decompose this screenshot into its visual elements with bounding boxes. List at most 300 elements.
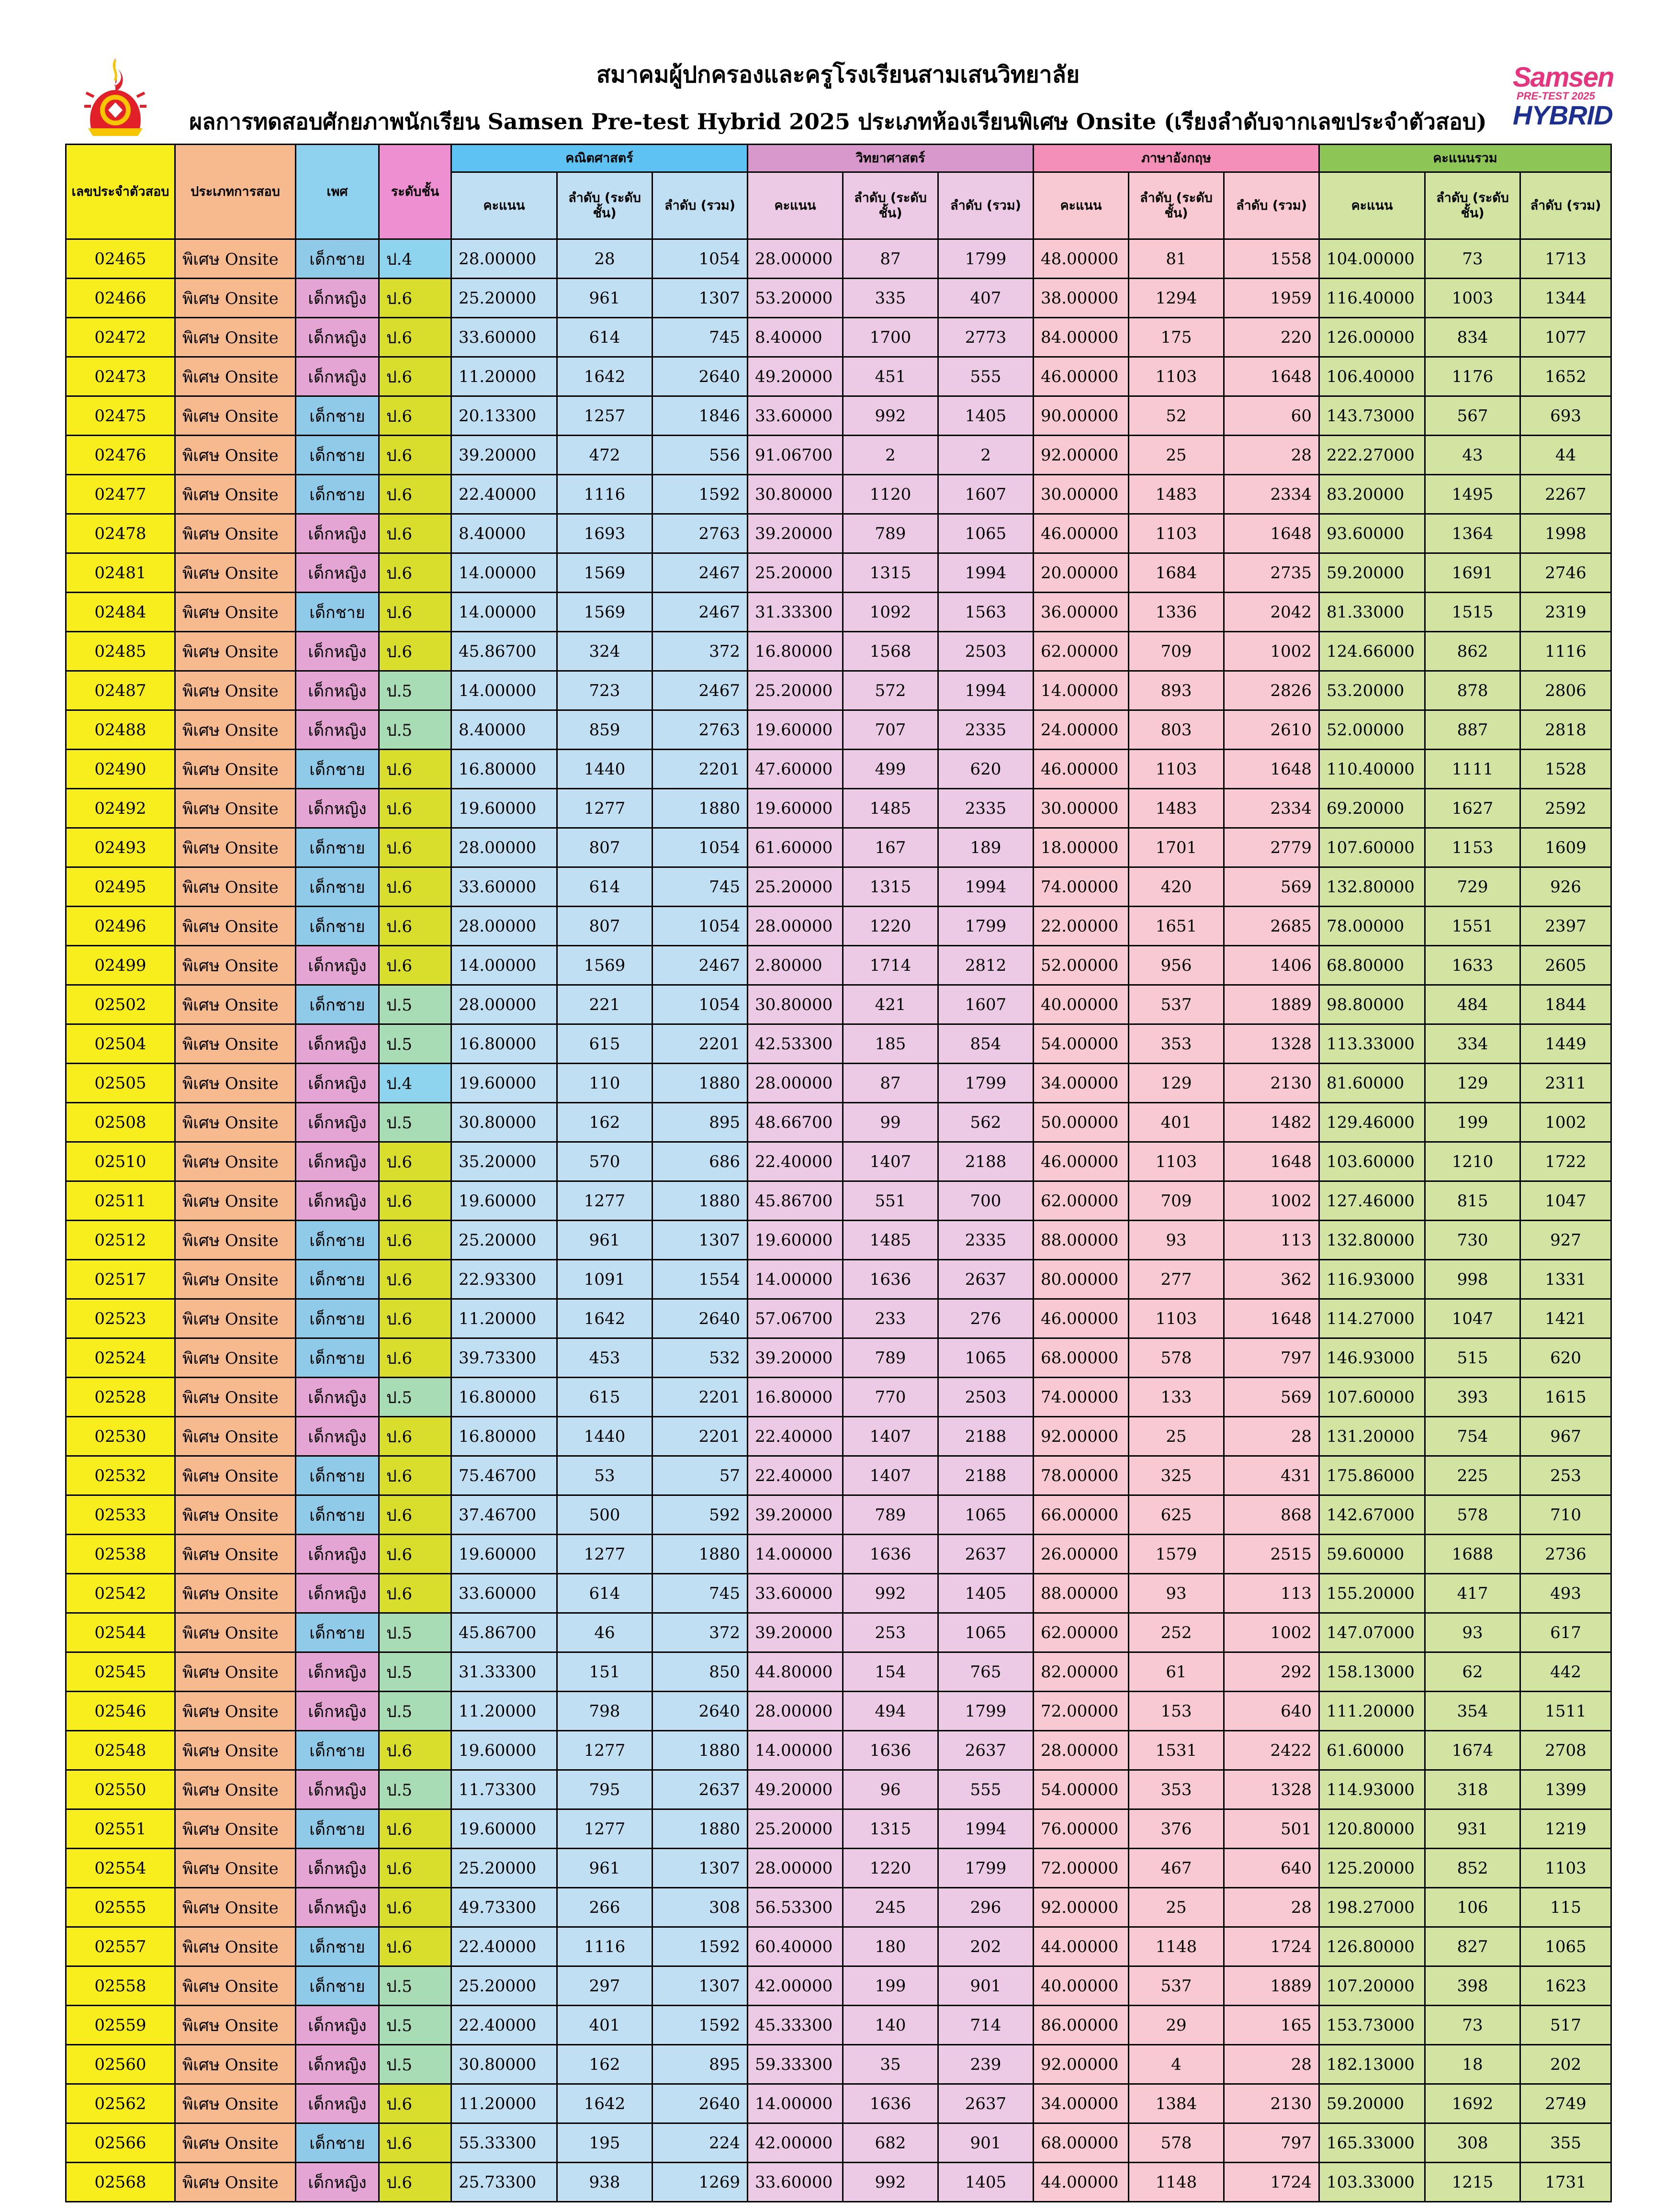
cell-total-score: 126.80000 <box>1319 1927 1425 1966</box>
cell-science-rank-all: 2335 <box>938 1221 1034 1260</box>
cell-total-score: 147.07000 <box>1319 1613 1425 1652</box>
cell-total-rank-all: 355 <box>1520 2123 1611 2163</box>
cell-exam-id: 02465 <box>66 239 175 279</box>
cell-total-rank-level: 93 <box>1425 1613 1520 1652</box>
cell-english-rank-level: 376 <box>1129 1809 1224 1849</box>
cell-math-rank-level: 1091 <box>557 1260 652 1299</box>
cell-english-rank-level: 1684 <box>1129 553 1224 593</box>
cell-total-rank-all: 710 <box>1520 1495 1611 1535</box>
cell-english-score: 92.00000 <box>1034 1417 1129 1456</box>
cell-science-rank-all: 714 <box>938 2006 1034 2045</box>
cell-math-rank-all: 2467 <box>652 553 748 593</box>
cell-english-score: 74.00000 <box>1034 1378 1129 1417</box>
cell-science-score: 39.20000 <box>748 1338 843 1378</box>
header-english: ภาษาอังกฤษ <box>1034 145 1319 172</box>
cell-english-rank-level: 803 <box>1129 710 1224 750</box>
cell-total-rank-level: 1688 <box>1425 1535 1520 1574</box>
cell-total-rank-level: 106 <box>1425 1888 1520 1927</box>
cell-science-score: 25.20000 <box>748 553 843 593</box>
cell-math-score: 25.20000 <box>451 279 557 318</box>
cell-exam-type: พิเศษ Onsite <box>175 907 296 946</box>
cell-exam-type: พิเศษ Onsite <box>175 1888 296 1927</box>
cell-gender: เด็กชาย <box>296 1809 379 1849</box>
cell-math-rank-all: 1269 <box>652 2163 748 2202</box>
cell-science-rank-all: 2773 <box>938 318 1034 357</box>
cell-exam-type: พิเศษ Onsite <box>175 671 296 710</box>
cell-math-score: 25.20000 <box>451 1966 557 2006</box>
cell-math-score: 11.20000 <box>451 2084 557 2123</box>
cell-english-score: 34.00000 <box>1034 1064 1129 1103</box>
cell-science-score: 25.20000 <box>748 671 843 710</box>
cell-science-rank-level: 87 <box>843 239 938 279</box>
cell-math-rank-level: 614 <box>557 867 652 907</box>
cell-exam-id: 02551 <box>66 1809 175 1849</box>
cell-gender: เด็กหญิง <box>296 710 379 750</box>
cell-exam-type: พิเศษ Onsite <box>175 1927 296 1966</box>
cell-science-score: 30.80000 <box>748 985 843 1024</box>
cell-english-score: 48.00000 <box>1034 239 1129 279</box>
cell-total-rank-level: 887 <box>1425 710 1520 750</box>
cell-gender: เด็กหญิง <box>296 1417 379 1456</box>
table-row <box>66 946 1611 985</box>
cell-english-score: 74.00000 <box>1034 867 1129 907</box>
cell-total-rank-all: 1047 <box>1520 1181 1611 1221</box>
cell-math-rank-level: 266 <box>557 1888 652 1927</box>
cell-english-rank-all: 1724 <box>1224 2163 1319 2202</box>
logo-line-1: Samsen <box>1513 62 1614 93</box>
table-row <box>66 2006 1611 2045</box>
cell-math-score: 49.73300 <box>451 1888 557 1927</box>
cell-total-rank-level: 815 <box>1425 1181 1520 1221</box>
cell-science-rank-all: 2637 <box>938 2084 1034 2123</box>
cell-total-score: 222.27000 <box>1319 436 1425 475</box>
cell-gender: เด็กหญิง <box>296 1024 379 1064</box>
cell-science-score: 33.60000 <box>748 2163 843 2202</box>
cell-total-score: 52.00000 <box>1319 710 1425 750</box>
cell-science-rank-all: 1607 <box>938 475 1034 514</box>
cell-total-rank-level: 729 <box>1425 867 1520 907</box>
cell-math-rank-level: 324 <box>557 632 652 671</box>
cell-total-rank-all: 1713 <box>1520 239 1611 279</box>
cell-level: ป.6 <box>379 1888 451 1927</box>
cell-science-rank-all: 2188 <box>938 1456 1034 1495</box>
cell-science-rank-level: 572 <box>843 671 938 710</box>
cell-total-score: 146.93000 <box>1319 1338 1425 1378</box>
cell-total-rank-all: 1722 <box>1520 1142 1611 1181</box>
cell-exam-type: พิเศษ Onsite <box>175 2123 296 2163</box>
cell-exam-type: พิเศษ Onsite <box>175 475 296 514</box>
cell-science-rank-level: 1315 <box>843 1809 938 1849</box>
cell-math-score: 39.20000 <box>451 436 557 475</box>
cell-gender: เด็กหญิง <box>296 671 379 710</box>
cell-math-score: 45.86700 <box>451 632 557 671</box>
cell-math-rank-all: 686 <box>652 1142 748 1181</box>
cell-english-rank-level: 537 <box>1129 1966 1224 2006</box>
cell-english-score: 22.00000 <box>1034 907 1129 946</box>
cell-total-score: 116.40000 <box>1319 279 1425 318</box>
cell-level: ป.5 <box>379 1692 451 1731</box>
cell-math-rank-all: 592 <box>652 1495 748 1535</box>
table-row <box>66 710 1611 750</box>
cell-english-rank-level: 277 <box>1129 1260 1224 1299</box>
cell-total-rank-all: 1528 <box>1520 750 1611 789</box>
cell-english-rank-level: 709 <box>1129 1181 1224 1221</box>
cell-level: ป.5 <box>379 1652 451 1692</box>
cell-english-score: 38.00000 <box>1034 279 1129 318</box>
cell-english-rank-all: 2779 <box>1224 828 1319 867</box>
cell-english-rank-all: 28 <box>1224 1888 1319 1927</box>
cell-english-rank-level: 420 <box>1129 867 1224 907</box>
cell-science-rank-all: 1799 <box>938 239 1034 279</box>
cell-english-score: 34.00000 <box>1034 2084 1129 2123</box>
cell-english-rank-all: 1724 <box>1224 1927 1319 1966</box>
cell-total-score: 103.33000 <box>1319 2163 1425 2202</box>
cell-total-rank-level: 1692 <box>1425 2084 1520 2123</box>
cell-english-score: 18.00000 <box>1034 828 1129 867</box>
cell-exam-type: พิเศษ Onsite <box>175 946 296 985</box>
cell-science-score: 33.60000 <box>748 1574 843 1613</box>
cell-english-rank-all: 2042 <box>1224 593 1319 632</box>
cell-science-rank-all: 2637 <box>938 1731 1034 1770</box>
cell-english-rank-level: 578 <box>1129 1338 1224 1378</box>
cell-science-rank-level: 2 <box>843 436 938 475</box>
cell-math-rank-level: 807 <box>557 828 652 867</box>
cell-math-rank-level: 401 <box>557 2006 652 2045</box>
cell-math-score: 19.60000 <box>451 1809 557 1849</box>
cell-exam-type: พิเศษ Onsite <box>175 1260 296 1299</box>
cell-gender: เด็กหญิง <box>296 1888 379 1927</box>
cell-total-rank-all: 1615 <box>1520 1378 1611 1417</box>
cell-exam-type: พิเศษ Onsite <box>175 1535 296 1574</box>
cell-total-score: 111.20000 <box>1319 1692 1425 1731</box>
cell-total-rank-all: 1421 <box>1520 1299 1611 1338</box>
results-table <box>65 144 1612 2202</box>
cell-science-rank-all: 276 <box>938 1299 1034 1338</box>
cell-english-rank-all: 113 <box>1224 1574 1319 1613</box>
cell-science-rank-all: 407 <box>938 279 1034 318</box>
cell-exam-type: พิเศษ Onsite <box>175 396 296 436</box>
cell-science-rank-level: 1315 <box>843 867 938 907</box>
cell-total-rank-all: 2736 <box>1520 1535 1611 1574</box>
cell-science-score: 60.40000 <box>748 1927 843 1966</box>
cell-exam-id: 02559 <box>66 2006 175 2045</box>
header-english-rank-all: ลำดับ (รวม) <box>1224 172 1319 239</box>
cell-total-rank-all: 1103 <box>1520 1849 1611 1888</box>
cell-level: ป.6 <box>379 1574 451 1613</box>
cell-exam-id: 02528 <box>66 1378 175 1417</box>
cell-total-rank-all: 2267 <box>1520 475 1611 514</box>
cell-science-rank-level: 180 <box>843 1927 938 1966</box>
cell-total-rank-all: 517 <box>1520 2006 1611 2045</box>
cell-english-score: 62.00000 <box>1034 632 1129 671</box>
cell-level: ป.6 <box>379 1417 451 1456</box>
cell-total-rank-all: 967 <box>1520 1417 1611 1456</box>
cell-math-rank-level: 615 <box>557 1378 652 1417</box>
cell-total-rank-all: 1998 <box>1520 514 1611 553</box>
cell-english-rank-level: 1103 <box>1129 514 1224 553</box>
cell-math-score: 30.80000 <box>451 1103 557 1142</box>
cell-math-score: 8.40000 <box>451 710 557 750</box>
cell-english-rank-all: 640 <box>1224 1849 1319 1888</box>
table-row <box>66 828 1611 867</box>
cell-english-score: 50.00000 <box>1034 1103 1129 1142</box>
cell-exam-id: 02499 <box>66 946 175 985</box>
cell-science-rank-all: 854 <box>938 1024 1034 1064</box>
cell-level: ป.5 <box>379 2045 451 2084</box>
cell-science-rank-level: 499 <box>843 750 938 789</box>
cell-gender: เด็กหญิง <box>296 514 379 553</box>
cell-english-score: 46.00000 <box>1034 1299 1129 1338</box>
cell-english-rank-level: 29 <box>1129 2006 1224 2045</box>
cell-total-score: 142.67000 <box>1319 1495 1425 1535</box>
cell-total-rank-level: 1551 <box>1425 907 1520 946</box>
cell-exam-id: 02485 <box>66 632 175 671</box>
cell-gender: เด็กหญิง <box>296 1692 379 1731</box>
cell-total-score: 61.60000 <box>1319 1731 1425 1770</box>
cell-science-rank-level: 1636 <box>843 1535 938 1574</box>
cell-english-rank-all: 1648 <box>1224 357 1319 396</box>
cell-math-score: 39.73300 <box>451 1338 557 1378</box>
cell-math-rank-level: 570 <box>557 1142 652 1181</box>
cell-math-rank-level: 110 <box>557 1064 652 1103</box>
cell-level: ป.6 <box>379 1495 451 1535</box>
cell-total-score: 93.60000 <box>1319 514 1425 553</box>
cell-gender: เด็กชาย <box>296 907 379 946</box>
cell-english-rank-all: 1002 <box>1224 1181 1319 1221</box>
cell-math-rank-level: 162 <box>557 2045 652 2084</box>
cell-math-rank-level: 453 <box>557 1338 652 1378</box>
cell-english-rank-level: 1103 <box>1129 750 1224 789</box>
table-row <box>66 671 1611 710</box>
cell-total-score: 81.60000 <box>1319 1064 1425 1103</box>
cell-total-rank-level: 1047 <box>1425 1299 1520 1338</box>
cell-english-rank-level: 353 <box>1129 1024 1224 1064</box>
cell-exam-id: 02558 <box>66 1966 175 2006</box>
cell-total-rank-level: 1210 <box>1425 1142 1520 1181</box>
cell-total-rank-level: 1633 <box>1425 946 1520 985</box>
cell-science-rank-all: 555 <box>938 357 1034 396</box>
cell-math-rank-level: 1569 <box>557 946 652 985</box>
cell-exam-id: 02473 <box>66 357 175 396</box>
table-row <box>66 2163 1611 2202</box>
cell-total-score: 131.20000 <box>1319 1417 1425 1456</box>
cell-level: ป.6 <box>379 475 451 514</box>
cell-total-rank-level: 354 <box>1425 1692 1520 1731</box>
cell-total-rank-all: 115 <box>1520 1888 1611 1927</box>
cell-science-rank-level: 992 <box>843 2163 938 2202</box>
cell-english-rank-all: 1648 <box>1224 1299 1319 1338</box>
cell-science-rank-level: 1700 <box>843 318 938 357</box>
cell-gender: เด็กชาย <box>296 1495 379 1535</box>
cell-gender: เด็กหญิง <box>296 789 379 828</box>
cell-math-rank-all: 1592 <box>652 1927 748 1966</box>
cell-math-rank-all: 1054 <box>652 907 748 946</box>
cell-science-rank-all: 1994 <box>938 553 1034 593</box>
cell-math-rank-level: 1569 <box>557 553 652 593</box>
cell-exam-id: 02495 <box>66 867 175 907</box>
table-row <box>66 436 1611 475</box>
cell-math-rank-all: 1880 <box>652 1064 748 1103</box>
cell-total-rank-all: 1065 <box>1520 1927 1611 1966</box>
cell-total-rank-level: 225 <box>1425 1456 1520 1495</box>
cell-science-score: 42.53300 <box>748 1024 843 1064</box>
cell-exam-id: 02476 <box>66 436 175 475</box>
cell-total-rank-all: 2397 <box>1520 907 1611 946</box>
cell-math-rank-all: 2640 <box>652 357 748 396</box>
table-row <box>66 1299 1611 1338</box>
cell-math-rank-level: 46 <box>557 1613 652 1652</box>
cell-level: ป.6 <box>379 828 451 867</box>
cell-gender: เด็กหญิง <box>296 279 379 318</box>
cell-english-rank-level: 1294 <box>1129 279 1224 318</box>
cell-exam-id: 02504 <box>66 1024 175 1064</box>
table-row <box>66 1535 1611 1574</box>
cell-exam-type: พิเศษ Onsite <box>175 985 296 1024</box>
samsen-hybrid-logo <box>1513 61 1614 133</box>
cell-total-rank-all: 693 <box>1520 396 1611 436</box>
cell-science-rank-level: 233 <box>843 1299 938 1338</box>
cell-english-rank-level: 625 <box>1129 1495 1224 1535</box>
header-science: วิทยาศาสตร์ <box>748 145 1034 172</box>
cell-science-rank-level: 421 <box>843 985 938 1024</box>
cell-science-rank-all: 2188 <box>938 1142 1034 1181</box>
table-row <box>66 1652 1611 1692</box>
cell-english-rank-all: 640 <box>1224 1692 1319 1731</box>
cell-math-rank-all: 2201 <box>652 1024 748 1064</box>
cell-math-rank-all: 532 <box>652 1338 748 1378</box>
cell-math-score: 16.80000 <box>451 1024 557 1064</box>
cell-math-score: 19.60000 <box>451 1731 557 1770</box>
cell-exam-id: 02542 <box>66 1574 175 1613</box>
cell-level: ป.6 <box>379 1456 451 1495</box>
cell-english-rank-level: 93 <box>1129 1221 1224 1260</box>
cell-english-rank-all: 2334 <box>1224 789 1319 828</box>
header-english-rank-level: ลำดับ (ระดับชั้น) <box>1129 172 1224 239</box>
cell-math-rank-all: 372 <box>652 1613 748 1652</box>
header-total: คะแนนรวม <box>1319 145 1611 172</box>
table-row <box>66 1024 1611 1064</box>
cell-math-rank-level: 1277 <box>557 1181 652 1221</box>
cell-exam-id: 02538 <box>66 1535 175 1574</box>
header-math: คณิตศาสตร์ <box>451 145 748 172</box>
cell-exam-id: 02566 <box>66 2123 175 2163</box>
cell-science-rank-level: 35 <box>843 2045 938 2084</box>
cell-english-rank-all: 292 <box>1224 1652 1319 1692</box>
cell-math-score: 11.20000 <box>451 357 557 396</box>
cell-level: ป.5 <box>379 985 451 1024</box>
cell-english-score: 68.00000 <box>1034 1338 1129 1378</box>
cell-exam-id: 02484 <box>66 593 175 632</box>
cell-exam-id: 02530 <box>66 1417 175 1456</box>
cell-total-rank-level: 515 <box>1425 1338 1520 1378</box>
cell-english-rank-level: 956 <box>1129 946 1224 985</box>
cell-english-score: 92.00000 <box>1034 436 1129 475</box>
table-row <box>66 1221 1611 1260</box>
cell-math-rank-all: 372 <box>652 632 748 671</box>
cell-science-rank-level: 1636 <box>843 1731 938 1770</box>
cell-english-score: 80.00000 <box>1034 1260 1129 1299</box>
page-header <box>0 0 1676 144</box>
cell-level: ป.6 <box>379 1260 451 1299</box>
cell-math-rank-all: 850 <box>652 1652 748 1692</box>
cell-total-rank-level: 1153 <box>1425 828 1520 867</box>
cell-exam-type: พิเศษ Onsite <box>175 436 296 475</box>
cell-total-rank-all: 1623 <box>1520 1966 1611 2006</box>
cell-math-score: 14.00000 <box>451 671 557 710</box>
cell-total-rank-all: 1449 <box>1520 1024 1611 1064</box>
cell-math-score: 14.00000 <box>451 946 557 985</box>
cell-english-rank-all: 1648 <box>1224 514 1319 553</box>
cell-total-score: 120.80000 <box>1319 1809 1425 1849</box>
cell-math-score: 16.80000 <box>451 750 557 789</box>
cell-math-rank-level: 1642 <box>557 2084 652 2123</box>
cell-level: ป.6 <box>379 2163 451 2202</box>
cell-english-score: 84.00000 <box>1034 318 1129 357</box>
cell-math-rank-all: 1592 <box>652 2006 748 2045</box>
table-row <box>66 1770 1611 1809</box>
cell-gender: เด็กหญิง <box>296 2163 379 2202</box>
cell-math-rank-level: 53 <box>557 1456 652 1495</box>
cell-gender: เด็กชาย <box>296 593 379 632</box>
cell-english-rank-all: 28 <box>1224 436 1319 475</box>
cell-math-score: 14.00000 <box>451 593 557 632</box>
cell-science-score: 19.60000 <box>748 1221 843 1260</box>
cell-science-rank-all: 555 <box>938 1770 1034 1809</box>
cell-exam-type: พิเศษ Onsite <box>175 1338 296 1378</box>
cell-exam-id: 02466 <box>66 279 175 318</box>
cell-science-rank-level: 1568 <box>843 632 938 671</box>
cell-level: ป.6 <box>379 946 451 985</box>
table-row <box>66 239 1611 279</box>
cell-total-rank-level: 1111 <box>1425 750 1520 789</box>
cell-science-rank-all: 1799 <box>938 1692 1034 1731</box>
cell-exam-type: พิเศษ Onsite <box>175 1064 296 1103</box>
cell-exam-type: พิเศษ Onsite <box>175 789 296 828</box>
cell-gender: เด็กชาย <box>296 239 379 279</box>
cell-english-rank-all: 1648 <box>1224 1142 1319 1181</box>
cell-level: ป.6 <box>379 1535 451 1574</box>
cell-english-score: 44.00000 <box>1034 1927 1129 1966</box>
cell-gender: เด็กหญิง <box>296 632 379 671</box>
cell-total-score: 59.20000 <box>1319 2084 1425 2123</box>
cell-math-rank-all: 1054 <box>652 828 748 867</box>
cell-science-score: 39.20000 <box>748 1495 843 1535</box>
cell-english-rank-all: 797 <box>1224 2123 1319 2163</box>
cell-science-rank-all: 2503 <box>938 1378 1034 1417</box>
cell-exam-id: 02557 <box>66 1927 175 1966</box>
cell-gender: เด็กชาย <box>296 985 379 1024</box>
cell-total-rank-level: 1364 <box>1425 514 1520 553</box>
cell-exam-id: 02511 <box>66 1181 175 1221</box>
cell-english-score: 44.00000 <box>1034 2163 1129 2202</box>
cell-science-rank-all: 901 <box>938 2123 1034 2163</box>
cell-math-rank-all: 556 <box>652 436 748 475</box>
cell-exam-id: 02554 <box>66 1849 175 1888</box>
cell-math-score: 22.93300 <box>451 1260 557 1299</box>
table-row <box>66 985 1611 1024</box>
cell-english-score: 88.00000 <box>1034 1221 1129 1260</box>
cell-total-rank-all: 1731 <box>1520 2163 1611 2202</box>
cell-english-rank-level: 175 <box>1129 318 1224 357</box>
cell-gender: เด็กหญิง <box>296 2084 379 2123</box>
table-row <box>66 1417 1611 1456</box>
cell-math-rank-level: 961 <box>557 279 652 318</box>
cell-english-score: 40.00000 <box>1034 1966 1129 2006</box>
header-total-score: คะแนน <box>1319 172 1425 239</box>
cell-math-score: 19.60000 <box>451 1181 557 1221</box>
cell-exam-id: 02544 <box>66 1613 175 1652</box>
cell-exam-type: พิเศษ Onsite <box>175 1613 296 1652</box>
